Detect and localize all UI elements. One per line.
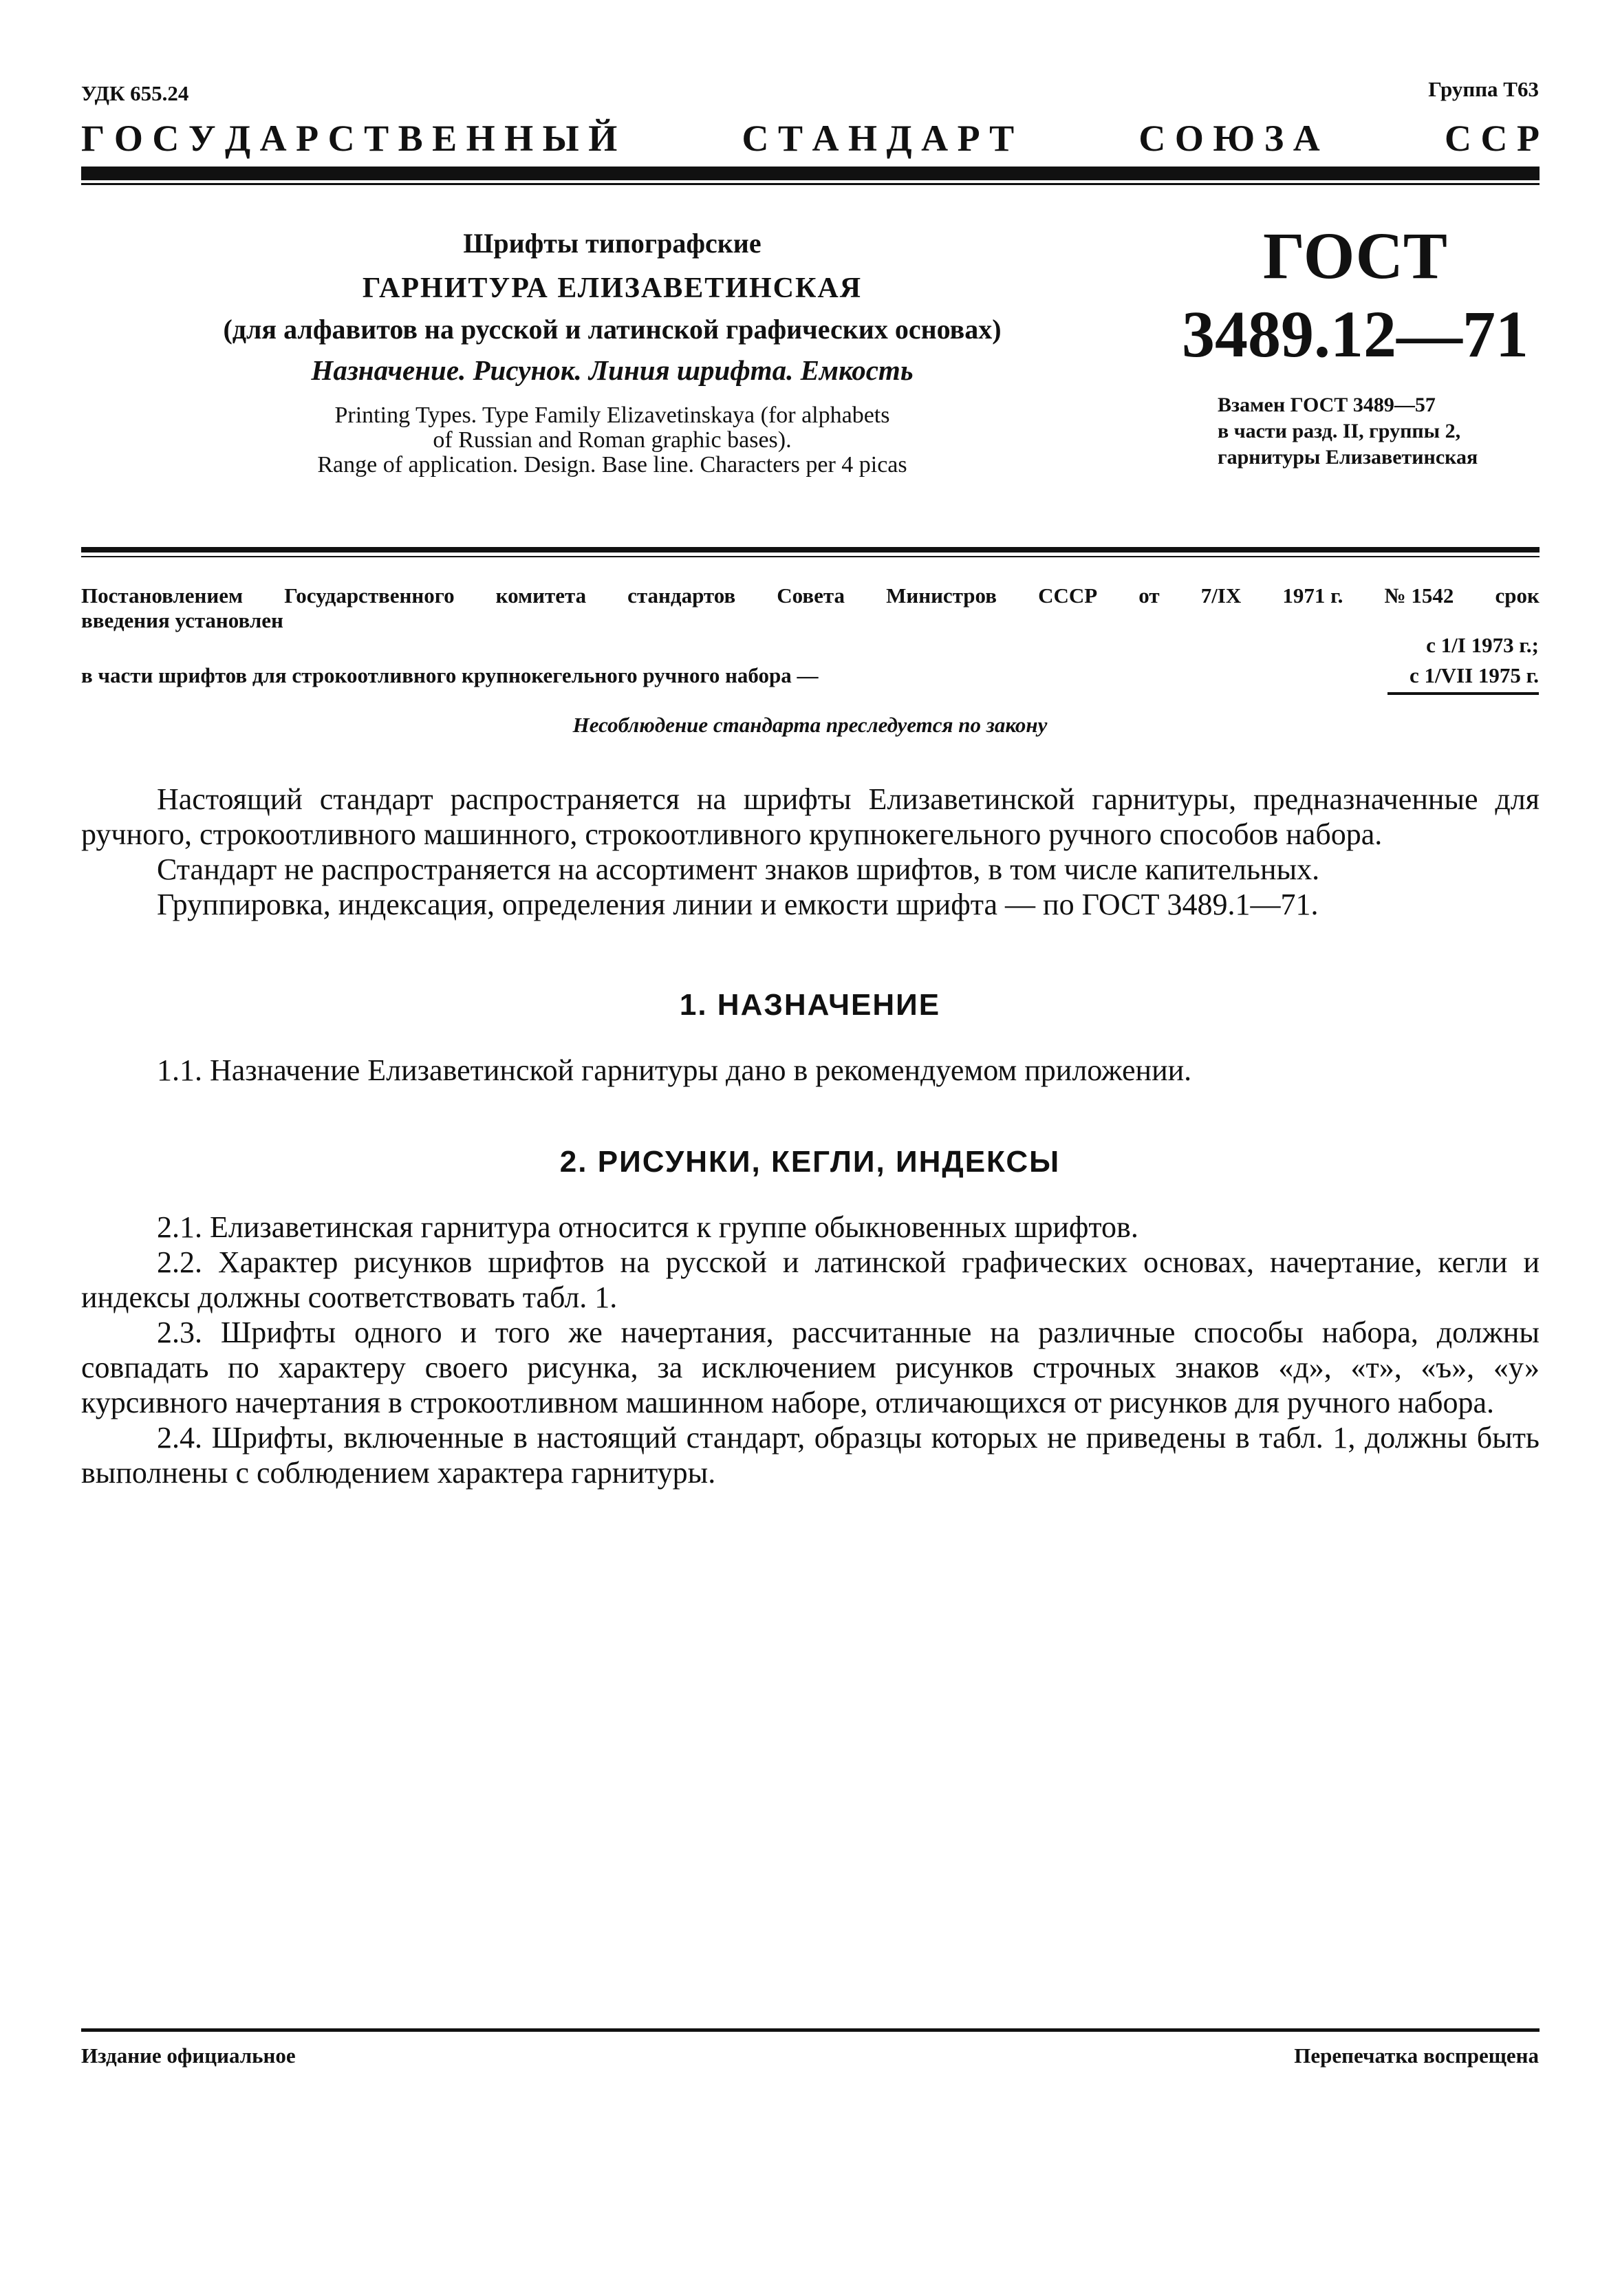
- gost-number: 3489.12—71: [1182, 297, 1529, 371]
- intro-paragraph-3: Группировка, индексация, определения линии и емкости шрифта — по ГОСТ 3489.1—71.: [157, 888, 1319, 921]
- decree-word: комитета: [495, 583, 587, 608]
- decree-line-1: [81, 583, 1540, 608]
- effective-date-1: с 1/I 1973 г.;: [1426, 633, 1539, 657]
- header-rule-thin: [81, 183, 1540, 185]
- banner-word: С С Р: [1444, 118, 1540, 159]
- state-standard-banner: [81, 117, 1540, 160]
- section-1-title: 1. НАЗНАЧЕНИЕ: [679, 988, 941, 1022]
- decree-word: Министров: [886, 583, 997, 608]
- section-rule-thick: [81, 547, 1540, 552]
- legal-notice: Несоблюдение стандарта преследуется по закону: [572, 713, 1048, 737]
- title-line-3: (для алфавитов на русской и латинской графических основах): [223, 314, 1002, 345]
- english-title-3: Range of application. Design. Base line. Characters per 4 picas: [317, 452, 907, 478]
- gost-label: ГОСТ: [1263, 219, 1447, 292]
- decree-word: срок: [1495, 583, 1540, 608]
- section-2-paragraph-1: 2.1. Елизаветинская гарнитура относится к группе обыкновенных шрифтов.: [157, 1210, 1138, 1244]
- title-line-2: ГАРНИТУРА ЕЛИЗАВЕТИНСКАЯ: [362, 272, 863, 304]
- decree-line-2: введения установлен: [81, 608, 283, 632]
- decree-block: [81, 583, 1540, 633]
- udk-code: УДК 655.24: [81, 81, 189, 105]
- replaces-line-2: в части разд. II, группы 2,: [1218, 420, 1461, 442]
- decree-word: Государственного: [284, 583, 455, 608]
- decree-word: Постановлением: [81, 583, 244, 608]
- section-2-text: [81, 1210, 1540, 1490]
- footer-reprint-prohibited: Перепечатка воспрещена: [1294, 2043, 1539, 2068]
- section-2-paragraph-3: 2.3. Шрифты одного и того же начертания, рассчитанные на различные способы набора, должны совпадать по характеру своего рисунка, за исключением рисунков строчных знаков «д», «т», «ъ», «у» курсивного начертания в строкоотливном машинном наборе, отличающихся от рисунков для ручного набора.: [81, 1316, 1540, 1419]
- group-code: Группа Т63: [1428, 77, 1539, 101]
- date-underline: [1387, 692, 1539, 695]
- decree-word: Совета: [777, 583, 845, 608]
- decree-part-line: в части шрифтов для строкоотливного крупнокегельного ручного набора —: [81, 663, 819, 687]
- section-1-paragraph: 1.1. Назначение Елизаветинской гарнитуры дано в рекомендуемом приложении.: [157, 1053, 1192, 1087]
- replaces-line-3: гарнитуры Елизаветинская: [1218, 446, 1478, 469]
- intro-text: [81, 782, 1540, 922]
- banner-word: С Т А Н Д А Р Т: [742, 118, 1015, 159]
- header-rule-thick: [81, 167, 1540, 180]
- replaces-line-1: Взамен ГОСТ 3489—57: [1218, 394, 1436, 416]
- decree-word: стандартов: [627, 583, 736, 608]
- effective-date-2: с 1/VII 1975 г.: [1410, 663, 1539, 687]
- english-title-2: of Russian and Roman graphic bases).: [433, 427, 792, 453]
- intro-paragraph-2: Стандарт не распространяется на ассортимент знаков шрифтов, в том числе капительных.: [157, 852, 1320, 886]
- banner-word: С О Ю З А: [1138, 118, 1320, 159]
- section-2-title: 2. РИСУНКИ, КЕГЛИ, ИНДЕКСЫ: [559, 1145, 1061, 1179]
- section-2-paragraph-4: 2.4. Шрифты, включенные в настоящий стандарт, образцы которых не приведены в табл. 1, должны быть выполнены с соблюдением характера гарнитуры.: [81, 1421, 1540, 1490]
- section-rule-thin: [81, 556, 1540, 557]
- banner-word: Г О С У Д А Р С Т В Е Н Н Ы Й: [81, 118, 618, 159]
- decree-word: от: [1138, 583, 1160, 608]
- intro-paragraph-1: Настоящий стандарт распространяется на шрифты Елизаветинской гарнитуры, предназначенные для ручного, строкоотливного машинного, строкоотливного крупнокегельного ручного способов набора.: [81, 782, 1540, 851]
- title-line-1: Шрифты типографские: [463, 228, 762, 259]
- section-1-text: [81, 1053, 1540, 1088]
- footer-official-edition: Издание официальное: [81, 2043, 296, 2068]
- decree-word: 7/IX: [1200, 583, 1242, 608]
- decree-word: № 1542: [1384, 583, 1454, 608]
- section-2-paragraph-2: 2.2. Характер рисунков шрифтов на русской и латинской графических основах, начертание, кегли и индексы должны соответствовать табл. 1.: [81, 1245, 1540, 1314]
- english-title-1: Printing Types. Type Family Elizavetinskaya (for alphabets: [334, 403, 890, 428]
- replaces-note: [1218, 392, 1541, 471]
- decree-word: 1971 г.: [1282, 583, 1343, 608]
- title-line-4: Назначение. Рисунок. Линия шрифта. Емкость: [311, 354, 914, 386]
- decree-word: СССР: [1038, 583, 1098, 608]
- footer-rule: [81, 2028, 1540, 2032]
- title-block: [117, 227, 1108, 478]
